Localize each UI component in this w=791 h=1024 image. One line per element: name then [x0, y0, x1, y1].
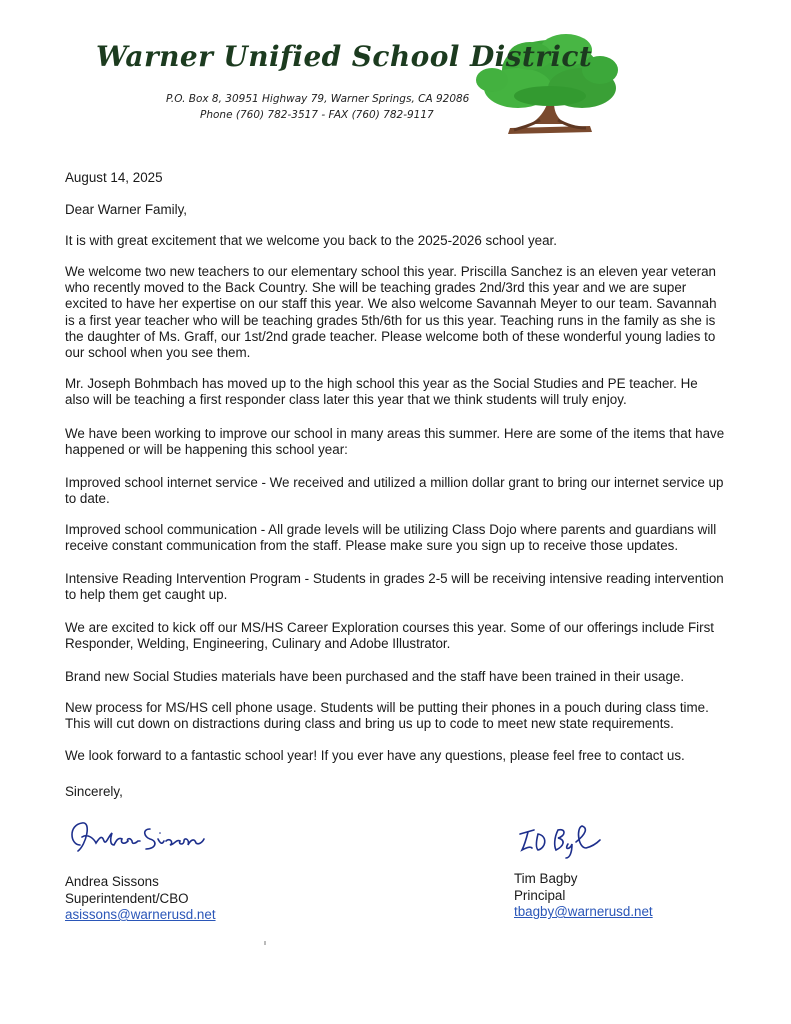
- paragraph-cell-phone: New process for MS/HS cell phone usage. Students will be putting their phones in a pouch during class time. This will cut down on distractions during class and bring us up to code to meet new state requirements.: [65, 700, 709, 732]
- paragraph-new-teachers: We welcome two new teachers to our elementary school this year. Priscilla Sanchez is an eleven year veteran who recently moved to the Back Country. She will be teaching grades 2nd/3rd this year and we are super excited to have her expertise on our staff this year. We also welcome Savannah Meyer to our team. Savannah is a first year teacher who will be teaching grades 5th/6th for us this year. Teaching runs in the family as she is the daughter of Ms. Graff, our 1st/2nd grade teacher. Please welcome both of these wonderful young ladies to our school when you see them.: [65, 264, 717, 361]
- paragraph-reading: Intensive Reading Intervention Program - Students in grades 2-5 will be receiving intensive reading intervention to help them get caught up.: [65, 571, 724, 603]
- paragraph-welcome: It is with great excitement that we welcome you back to the 2025-2026 school year.: [65, 233, 558, 248]
- signatory-name: Andrea Sissons: [65, 874, 159, 889]
- signatory-title: Principal: [514, 887, 566, 903]
- paragraph-closing-remarks: We look forward to a fantastic school year! If you ever have any questions, please feel free to contact us.: [65, 748, 685, 763]
- signature-tim-bagby: [516, 820, 606, 860]
- signatory-superintendent: [65, 874, 216, 924]
- letterhead: [0, 0, 791, 150]
- paragraph-communication: Improved school communication - All grade levels will be utilizing Class Dojo where parents and guardians will receive constant communication from the staff. Please make sure you sign up to receive those updates.: [65, 522, 717, 554]
- paragraph-internet: Improved school internet service - We received and utilized a million dollar grant to bring our internet service up to date.: [65, 475, 724, 507]
- paragraph-bohmbach: Mr. Joseph Bohmbach has moved up to the high school this year as the Social Studies and PE teacher. He also will be teaching a first responder class later this year that we think students will truly enjoy.: [65, 376, 698, 408]
- signatory-title: Superintendent/CBO: [65, 890, 189, 906]
- district-name: Warner Unified School District: [96, 40, 593, 73]
- signatory-name: Tim Bagby: [514, 871, 578, 886]
- signatory-principal: [514, 871, 653, 921]
- signature-andrea-sissons: [66, 815, 216, 860]
- letter-date: August 14, 2025: [65, 170, 163, 185]
- paragraph-improvements-intro: We have been working to improve our school in many areas this summer. Here are some of the items that have happened or will be happening this school year:: [65, 426, 725, 458]
- district-address: P.O. Box 8, 30951 Highway 79, Warner Springs, CA 92086: [166, 93, 470, 105]
- paragraph-career-exploration: We are excited to kick off our MS/HS Career Exploration courses this year. Some of our offerings include First Responder, Welding, Engineering, Culinary and Adobe Illustrator.: [65, 620, 714, 652]
- letter-closing: Sincerely,: [65, 784, 123, 799]
- letter-greeting: Dear Warner Family,: [65, 202, 188, 217]
- signatory-email-link[interactable]: asissons@warnerusd.net: [65, 907, 216, 922]
- district-phone: Phone (760) 782-3517 - FAX (760) 782-9117: [200, 109, 434, 121]
- scan-speck: [264, 941, 266, 945]
- paragraph-social-studies: Brand new Social Studies materials have been purchased and the staff have been trained in their usage.: [65, 669, 685, 684]
- signatory-email-link[interactable]: tbagby@warnerusd.net: [514, 904, 653, 919]
